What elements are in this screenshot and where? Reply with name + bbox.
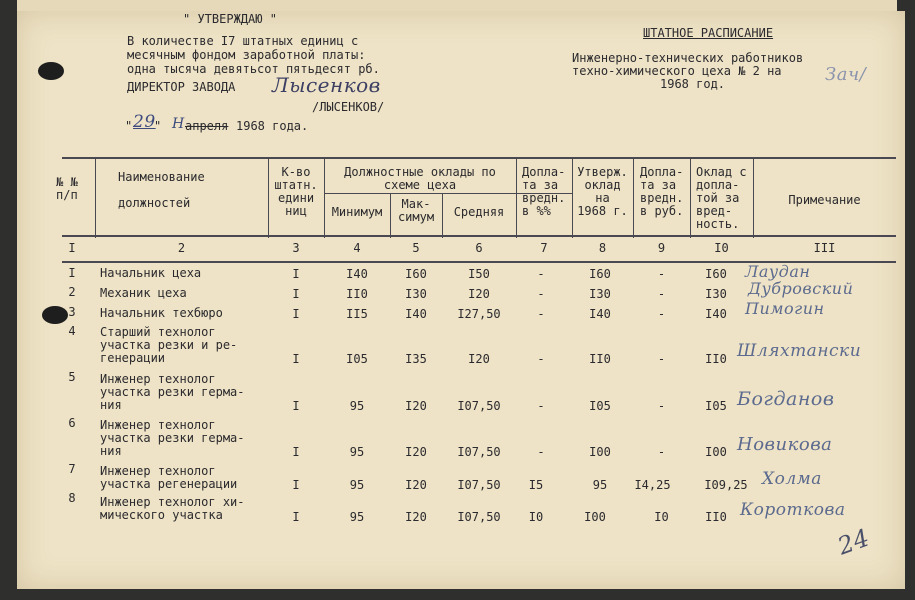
header-maximum: Мак- симум	[397, 197, 435, 224]
note-signature: Новикова	[737, 434, 833, 455]
note-signature: Лаудан	[745, 262, 811, 281]
note-signature: Пимогин	[745, 299, 825, 318]
note-signature: Короткова	[740, 500, 846, 520]
col-divider	[690, 158, 691, 238]
note-signature: Шляхтански	[737, 341, 862, 361]
col-number: 7	[540, 241, 548, 255]
header-name-2: должностей	[118, 196, 191, 210]
header-average: Средняя	[453, 205, 505, 219]
col-number: 2	[177, 241, 186, 255]
header-salary-group: Должностные оклады по схеме цеха	[344, 165, 496, 192]
approval-title: " УТВЕРЖДАЮ "	[183, 12, 277, 26]
note-signature: Холма	[762, 469, 822, 489]
date-month: апреля	[185, 119, 229, 133]
header-note: Примечание	[788, 193, 861, 207]
document-title: ШТАТНОЕ РАСПИСАНИЕ	[643, 26, 774, 40]
col-number: 5	[412, 241, 420, 255]
document-subtitle-1: Инженерно-технических работников	[572, 51, 804, 65]
document-subtitle-3: 1968 год.	[660, 77, 726, 91]
col-number: 8	[598, 241, 607, 255]
director-label: ДИРЕКТОР ЗАВОДА	[127, 80, 236, 94]
date-day: 29	[133, 112, 156, 132]
approval-line-3: одна тысяча девятьсот пятьдесят рб.	[127, 62, 380, 76]
col-number: 4	[353, 241, 361, 255]
page-number-mark: 24	[834, 523, 874, 561]
header-quantity: К-во штатн. едини ниц	[274, 165, 318, 218]
col-number: 9	[657, 241, 666, 255]
col-divider	[516, 158, 517, 238]
header-bonus-percent: Допла- та за вредн. в %%	[522, 165, 566, 218]
col-number: I0	[714, 241, 729, 255]
header-bonus-rubles: Допла- та за вредн. в руб.	[640, 165, 684, 218]
date-year: 1968 года.	[236, 119, 309, 133]
corner-note: Зач/	[825, 64, 867, 85]
header-approved-salary: Утверж. оклад на 1968 г.	[577, 165, 628, 218]
director-name: /ЛЫСЕНКОВ/	[312, 100, 385, 114]
col-number: I	[68, 241, 76, 255]
date-month-handwritten: Н	[172, 116, 185, 132]
col-divider	[633, 158, 634, 238]
header-total-salary: Оклад с допла- той за вред- ность.	[696, 165, 747, 231]
header-number: № № п/п	[56, 175, 78, 202]
header-name-1: Наименование	[118, 170, 205, 184]
approval-line-2: месячным фондом заработной платы:	[127, 48, 366, 62]
approval-line-1: В количестве I7 штатных единиц с	[127, 34, 359, 48]
col-number: 3	[292, 241, 300, 255]
punch-hole	[38, 62, 64, 80]
table-top-border	[62, 157, 896, 159]
header-minimum: Минимум	[331, 205, 383, 219]
col-number: III	[813, 241, 836, 255]
note-signature: Богданов	[737, 388, 835, 410]
header-bottom-border	[62, 235, 896, 237]
col-number: 6	[475, 241, 483, 255]
document-subtitle-2: техно-химического цеха № 2 на	[572, 64, 782, 78]
col-divider	[95, 158, 96, 238]
director-signature: Лысенков	[272, 73, 381, 97]
note-signature: Дубровский	[748, 279, 854, 298]
